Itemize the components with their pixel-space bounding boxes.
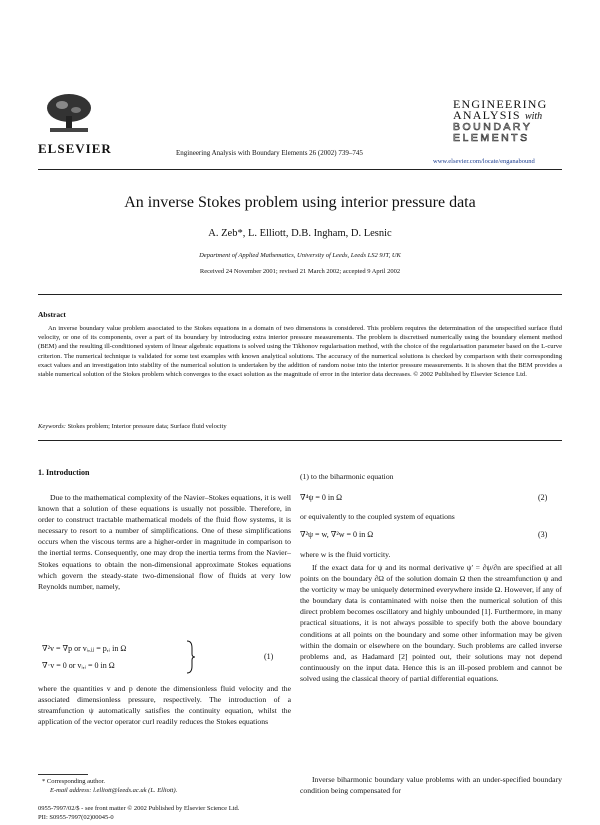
- equation-2: ∇⁴ψ = 0 in Ω: [300, 493, 343, 502]
- elsevier-tree-icon: [44, 92, 94, 134]
- right-paragraph-3: If the exact data for ψ and its normal derivative ψ' = ∂ψ/∂n are specified at all points on the boundary ∂Ω of the solution domain Ω then the streamfunction ψ and the vorticity w may be uniquely determined everywhere inside Ω. However, if any of the boundary data is contaminated with noise then the numerical solution of this direct problem becomes oscillatory and highly unbounded [1]. Furthermore, in many practical situations, it is not always possible to specify both the above boundary conditions at all points on the boundary and some other information may be given within the domain or elsewhere on the boundary. Such problems are called inverse problems and, as Hadamard [2] pointed out, their solutions may not depend continuously on the input data. Hence this is an ill-posed problem and cannot be solved using the classical theory of partial differential equations.: [300, 563, 562, 683]
- affiliation: Department of Applied Mathematics, University of Leeds, Leeds LS2 9JT, UK: [199, 252, 401, 259]
- received-dates: Received 24 November 2001; revised 21 March 2002; accepted 9 April 2002: [199, 268, 401, 275]
- journal-citation: Engineering Analysis with Boundary Elements 26 (2002) 739–745: [176, 149, 363, 157]
- equation-1a: ∇²v = ∇p or vᵢ,ⱼⱼ = p,ᵢ in Ω: [42, 644, 127, 653]
- brand-line-3: BOUNDARY: [453, 121, 533, 133]
- footnote-corresponding: * Corresponding author.: [42, 778, 106, 785]
- right-paragraph-2: where w is the fluid vorticity.: [300, 550, 391, 559]
- issn-line: 0955-7997/02/$ - see front matter © 2002 Published by Elsevier Science Ltd.: [38, 805, 240, 812]
- intro-paragraph-1: Due to the mathematical complexity of the Navier–Stokes equations, it is well known that a solution of these equations is usually not possible. Therefore, in order to construct tractable mathematical models of the fluid flow systems, it is necessary to resort to a number of simplifications. One of these simplifications occurs when the viscous terms are a higher-order in magnitude in comparison to the inertial terms. Consequently, one may drop the inertia terms from the Navier–Stokes equations to obtain the non-dimensional approximate Stokes equations which govern the steady-state two-dimensional flow of fluids at very low Reynolds number, namely,: [38, 493, 291, 591]
- equation-1-number: (1): [264, 652, 274, 661]
- pii-line: PII: S0955-7997(02)00045-0: [38, 814, 114, 821]
- abstract-heading: Abstract: [38, 310, 66, 319]
- header-divider: [38, 169, 562, 170]
- keywords: Keywords: Stokes problem; Interior pressure data; Surface fluid velocity: [38, 423, 227, 430]
- publisher-name: ELSEVIER: [38, 141, 112, 156]
- equation-1b: ∇·v = 0 or vᵢ,ᵢ = 0 in Ω: [42, 661, 115, 670]
- equation-3-number: (3): [538, 530, 548, 539]
- intro-paragraph-2: where the quantities v and p denote the dimensionless fluid velocity and the associated dimensionless pressure, respectively. The introduction of a streamfunction ψ automatically satisfies the continuity equation, whilst the application of the vector operator curl readily reduces the Stokes equations: [38, 684, 291, 727]
- section-heading-introduction: 1. Introduction: [38, 468, 90, 477]
- right-paragraph-4: Inverse biharmonic boundary value problems with an under-specified boundary condition being compensated for: [300, 775, 562, 796]
- journal-brand-logo: [453, 99, 563, 144]
- journal-url[interactable]: www.elsevier.com/locate/enganabound: [433, 158, 535, 165]
- equation-3: ∇²ψ = w, ∇²w = 0 in Ω: [300, 530, 374, 539]
- elsevier-logo: [38, 92, 112, 157]
- abstract-text: An inverse boundary value problem associated to the Stokes equations in a domain of two dimensions is considered. This problem requires the determination of the unspecified surface fluid velocity, or one of its components, over a part of its boundary by introducing extra interior pressure measurements. The problem is discretised numerically using the boundary element method (BEM) and the resulting ill-conditioned system of linear algebraic equations is solved using the Tikhonov regularisation method, with the choice of the regularisation parameter based on the L-curve criterion. The numerical technique is validated for some test examples with known analytical solutions. The accuracy of the numerical solutions is checked by comparison with their corresponding exact values and an investigation into stability of the numerical solution is undertaken by the addition of random noise into the interior pressure measurements. It is shown that the BEM provides a stable numerical solution of the Stokes problem which converges to the exact solution as the magnitude of error in the interior data decreases. © 2002 Published by Elsevier Science Ltd.: [38, 325, 562, 379]
- right-paragraph-1: or equivalently to the coupled system of equations: [300, 512, 455, 521]
- article-title: An inverse Stokes problem using interior pressure data: [124, 194, 476, 211]
- abstract-bottom-divider: [38, 440, 562, 441]
- brand-line-1: ENGINEERING: [453, 97, 548, 111]
- authors: A. Zeb*, L. Elliott, D.B. Ingham, D. Lesnic: [208, 228, 392, 239]
- equation-2-number: (2): [538, 493, 548, 502]
- right-lead-in: (1) to the biharmonic equation: [300, 472, 394, 481]
- abstract-top-divider: [38, 294, 562, 295]
- footnote-divider: [38, 774, 88, 775]
- equation-1-brace: [186, 640, 196, 674]
- footnote-email: E-mail address: l.elliott@leeds.ac.uk (L. Elliott).: [50, 787, 178, 794]
- brand-line-2: ANALYSIS with: [453, 108, 543, 122]
- brand-line-4: ELEMENTS: [453, 132, 530, 144]
